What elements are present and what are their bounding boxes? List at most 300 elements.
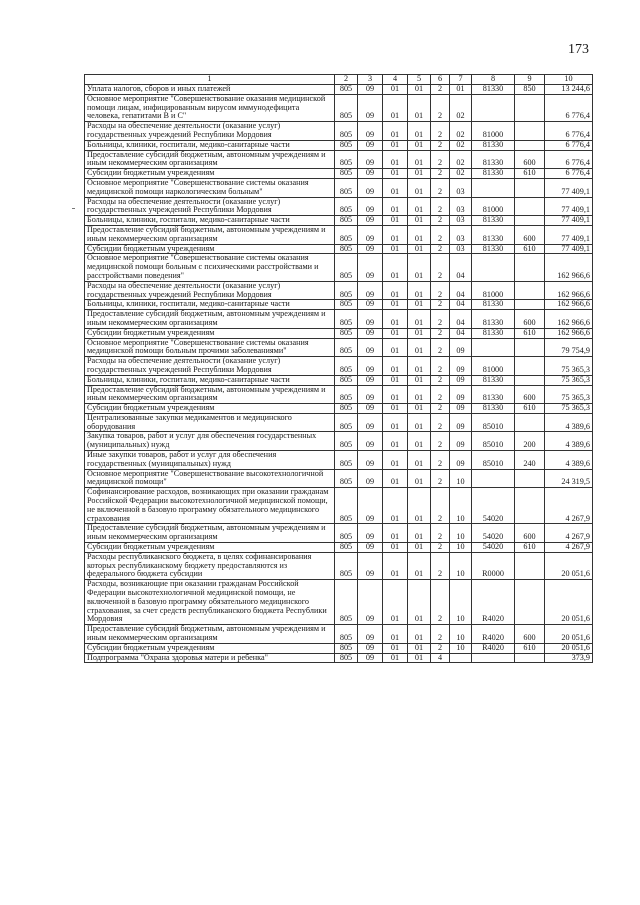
col7-code: 01 [450,85,472,95]
col5-code: 01 [408,451,431,470]
row-name: Уплата налогов, сборов и иных платежей [85,85,335,95]
table-row [85,122,593,141]
col6-code: 2 [431,451,450,470]
amount: 4 389,6 [545,432,593,451]
col3-code: 09 [358,469,383,488]
col2-code: 805 [335,375,358,385]
row-name: Расходы на обеспечение деятельности (оказание услуг) государственных учреждений Республики Мордовия [85,281,335,300]
col2-code: 805 [335,254,358,281]
col4-code: 01 [383,150,408,169]
row-name: Подпрограмма "Охрана здоровья матери и ребенка" [85,653,335,663]
col9-code [515,281,545,300]
col4-code: 01 [383,94,408,121]
col3-code: 09 [358,300,383,310]
col9-code: 600 [515,310,545,329]
col3-code: 09 [358,310,383,329]
col5-code: 01 [408,653,431,663]
col6-code: 2 [431,552,450,579]
col3-code: 09 [358,254,383,281]
col5-code: 01 [408,404,431,414]
col2-code: 805 [335,469,358,488]
col9-code [515,469,545,488]
col8-code: 81330 [472,244,515,254]
col4-code: 01 [383,451,408,470]
col6-code: 2 [431,643,450,653]
col6-code: 2 [431,150,450,169]
table-row [85,300,593,310]
col2-code: 805 [335,281,358,300]
col9-code [515,178,545,197]
col5-code: 01 [408,169,431,179]
col7-code: 09 [450,385,472,404]
col4-code: 01 [383,404,408,414]
amount: 4 389,6 [545,451,593,470]
row-name: Предоставление субсидий бюджетным, автономным учреждениям и иным некоммерческим организациям [85,150,335,169]
col9-code [515,300,545,310]
table-row [85,375,593,385]
col3-code: 09 [358,150,383,169]
col8-code [472,94,515,121]
col9-code [515,413,545,432]
col5-code: 01 [408,385,431,404]
col7-code: 09 [450,413,472,432]
col5-code: 01 [408,216,431,226]
col6-code: 2 [431,216,450,226]
col8-code: R4020 [472,580,515,625]
amount: 77 409,1 [545,216,593,226]
col6-code: 2 [431,281,450,300]
amount: 162 966,6 [545,281,593,300]
amount: 162 966,6 [545,254,593,281]
col5-code: 01 [408,469,431,488]
col7-code: 02 [450,94,472,121]
table-row [85,150,593,169]
col7-code: 02 [450,169,472,179]
col2-code: 805 [335,643,358,653]
col7-code: 09 [450,357,472,376]
col2-code: 805 [335,216,358,226]
amount: 4 267,9 [545,488,593,524]
col9-code: 610 [515,643,545,653]
col6-code: 2 [431,244,450,254]
col3-code: 09 [358,140,383,150]
col8-code: 81330 [472,385,515,404]
col9-code [515,580,545,625]
col7-code: 10 [450,625,472,644]
row-name: Субсидии бюджетным учреждениям [85,169,335,179]
col4-code: 01 [383,140,408,150]
amount: 20 051,6 [545,643,593,653]
row-name: Расходы республиканского бюджета, в целях софинансирования которых республиканскому бюджету предоставляются из федерального бюджета субсидии [85,552,335,579]
table-row [85,385,593,404]
row-name: Основное мероприятие "Совершенствование системы оказания медицинской помощи наркологическим больным" [85,178,335,197]
table-row [85,254,593,281]
col2-code: 805 [335,244,358,254]
col8-code: 81330 [472,375,515,385]
row-name: Субсидии бюджетным учреждениям [85,328,335,338]
col6-code: 2 [431,580,450,625]
col8-code: 81330 [472,300,515,310]
col3-code: 09 [358,281,383,300]
row-name: Основное мероприятие "Совершенствование системы оказания медицинской помощи больным прочими заболеваниями" [85,338,335,357]
row-name: Предоставление субсидий бюджетным, автономным учреждениям и иным некоммерческим организациям [85,625,335,644]
col3-code: 09 [358,451,383,470]
col9-code [515,254,545,281]
col5-code: 01 [408,94,431,121]
col8-code [472,469,515,488]
col3-code: 09 [358,643,383,653]
col9-code [515,375,545,385]
col2-code: 805 [335,197,358,216]
amount: 77 409,1 [545,244,593,254]
col3-code: 09 [358,580,383,625]
row-name: Основное мероприятие "Совершенствование высокотехнологичной медицинской помощи" [85,469,335,488]
row-name: Расходы на обеспечение деятельности (оказание услуг) государственных учреждений Республики Мордовия [85,197,335,216]
col4-code: 01 [383,216,408,226]
col5-code: 01 [408,178,431,197]
col8-code [472,338,515,357]
col5-code: 01 [408,244,431,254]
table-row [85,524,593,543]
table-row [85,225,593,244]
col8-code: 81330 [472,225,515,244]
col3-code: 09 [358,432,383,451]
col6-code: 2 [431,94,450,121]
col4-code: 01 [383,488,408,524]
col3-code: 09 [358,357,383,376]
col2-code: 805 [335,653,358,663]
col4-code: 01 [383,580,408,625]
header-cell: 6 [431,75,450,85]
col6-code: 2 [431,338,450,357]
col6-code: 2 [431,488,450,524]
col2-code: 805 [335,300,358,310]
col6-code: 2 [431,385,450,404]
col4-code: 01 [383,169,408,179]
row-name: Субсидии бюджетным учреждениям [85,244,335,254]
col6-code: 2 [431,543,450,553]
col6-code: 2 [431,375,450,385]
col5-code: 01 [408,140,431,150]
col9-code: 600 [515,225,545,244]
header-cell: 10 [545,75,593,85]
table-row [85,357,593,376]
table-row [85,432,593,451]
col5-code: 01 [408,122,431,141]
col4-code: 01 [383,357,408,376]
amount: 20 051,6 [545,625,593,644]
col3-code: 09 [358,338,383,357]
table-row [85,140,593,150]
header-cell: 9 [515,75,545,85]
amount: 162 966,6 [545,310,593,329]
col6-code: 2 [431,122,450,141]
amount: 75 365,3 [545,385,593,404]
col5-code: 01 [408,328,431,338]
col5-code: 01 [408,310,431,329]
col7-code: 04 [450,300,472,310]
col7-code: 10 [450,524,472,543]
col6-code: 2 [431,357,450,376]
col6-code: 2 [431,469,450,488]
col2-code: 805 [335,524,358,543]
col2-code: 805 [335,178,358,197]
col3-code: 09 [358,122,383,141]
amount: 4 267,9 [545,524,593,543]
row-name: Предоставление субсидий бюджетным, автономным учреждениям и иным некоммерческим организациям [85,524,335,543]
col8-code [472,653,515,663]
col8-code: 81000 [472,122,515,141]
col2-code: 805 [335,413,358,432]
col9-code [515,197,545,216]
col8-code: 81330 [472,169,515,179]
col6-code: 2 [431,225,450,244]
col2-code: 805 [335,122,358,141]
header-cell: 7 [450,75,472,85]
row-name: Расходы, возникающие при оказании гражданам Российской Федерации высокотехнологичной медицинской помощи, не включенной в базовую программу обязательного медицинского страхования, за счет средств республиканского бюджета Республики Мордовия [85,580,335,625]
col8-code: 85010 [472,451,515,470]
table-row [85,169,593,179]
table-row [85,216,593,226]
col9-code: 600 [515,150,545,169]
row-name: Закупка товаров, работ и услуг для обеспечения государственных (муниципальных) нужд [85,432,335,451]
amount: 20 051,6 [545,552,593,579]
col5-code: 01 [408,375,431,385]
col6-code: 2 [431,328,450,338]
amount: 75 365,3 [545,404,593,414]
col7-code: 04 [450,310,472,329]
col5-code: 01 [408,552,431,579]
col8-code: 54020 [472,543,515,553]
amount: 20 051,6 [545,580,593,625]
col8-code: 81330 [472,404,515,414]
col4-code: 01 [383,552,408,579]
col6-code: 2 [431,85,450,95]
col7-code: 02 [450,150,472,169]
table-header-row [85,75,593,85]
header-cell: 8 [472,75,515,85]
col6-code: 2 [431,310,450,329]
row-name: Софинансирование расходов, возникающих при оказании гражданам Российской Федерации высокотехнологичной медицинской помощи, не включенной в базовую программу обязательного медицинского страхования [85,488,335,524]
col4-code: 01 [383,524,408,543]
col9-code [515,338,545,357]
col6-code: 4 [431,653,450,663]
col9-code [515,488,545,524]
col7-code: 03 [450,244,472,254]
col7-code: 10 [450,469,472,488]
col7-code: 09 [450,338,472,357]
col4-code: 01 [383,300,408,310]
col4-code: 01 [383,375,408,385]
col4-code: 01 [383,625,408,644]
col7-code: 10 [450,580,472,625]
col8-code: R4020 [472,625,515,644]
col7-code: 03 [450,197,472,216]
row-name: Предоставление субсидий бюджетным, автономным учреждениям и иным некоммерческим организациям [85,385,335,404]
col5-code: 01 [408,150,431,169]
col6-code: 2 [431,300,450,310]
col9-code [515,122,545,141]
col4-code: 01 [383,469,408,488]
col8-code: 85010 [472,413,515,432]
col8-code: 81330 [472,216,515,226]
col4-code: 01 [383,225,408,244]
header-cell: 3 [358,75,383,85]
col2-code: 805 [335,169,358,179]
col7-code [450,653,472,663]
col5-code: 01 [408,543,431,553]
amount: 77 409,1 [545,225,593,244]
col9-code [515,140,545,150]
col4-code: 01 [383,653,408,663]
table-row [85,469,593,488]
col6-code: 2 [431,169,450,179]
row-name: Иные закупки товаров, работ и услуг для обеспечения государственных (муниципальных) нужд [85,451,335,470]
col8-code: 85010 [472,432,515,451]
amount: 4 389,6 [545,413,593,432]
col9-code [515,653,545,663]
col6-code: 2 [431,197,450,216]
col9-code: 610 [515,404,545,414]
row-name: Расходы на обеспечение деятельности (оказание услуг) государственных учреждений Республики Мордовия [85,122,335,141]
row-name: Основное мероприятие "Совершенствование оказания медицинской помощи лицам, инфицированным вирусом иммунодефицита человека, гепатитами В и С" [85,94,335,121]
col3-code: 09 [358,552,383,579]
col8-code: 81000 [472,197,515,216]
row-name: Субсидии бюджетным учреждениям [85,543,335,553]
col3-code: 09 [358,225,383,244]
col2-code: 805 [335,543,358,553]
col6-code: 2 [431,178,450,197]
col6-code: 2 [431,524,450,543]
amount: 373,9 [545,653,593,663]
col4-code: 01 [383,244,408,254]
table-row [85,543,593,553]
col6-code: 2 [431,140,450,150]
row-name: Больницы, клиники, госпитали, медико-санитарные части [85,375,335,385]
row-name: Больницы, клиники, госпитали, медико-санитарные части [85,216,335,226]
table-row [85,310,593,329]
col7-code: 02 [450,140,472,150]
budget-table [84,74,593,663]
col6-code: 2 [431,254,450,281]
amount: 6 776,4 [545,169,593,179]
col9-code [515,552,545,579]
row-name: Больницы, клиники, госпитали, медико-санитарные части [85,300,335,310]
col9-code: 200 [515,432,545,451]
col3-code: 09 [358,244,383,254]
col9-code: 600 [515,625,545,644]
col2-code: 805 [335,357,358,376]
table-row [85,328,593,338]
table-row [85,338,593,357]
amount: 4 267,9 [545,543,593,553]
row-name: Расходы на обеспечение деятельности (оказание услуг) государственных учреждений Республики Мордовия [85,357,335,376]
col5-code: 01 [408,281,431,300]
col9-code: 610 [515,543,545,553]
table-row [85,178,593,197]
table-row [85,653,593,663]
col8-code: 81330 [472,328,515,338]
col4-code: 01 [383,310,408,329]
col5-code: 01 [408,85,431,95]
col8-code: 81330 [472,150,515,169]
col3-code: 09 [358,375,383,385]
col8-code: 81330 [472,140,515,150]
row-name: Субсидии бюджетным учреждениям [85,404,335,414]
header-cell: 4 [383,75,408,85]
amount: 79 754,9 [545,338,593,357]
col5-code: 01 [408,580,431,625]
col3-code: 09 [358,169,383,179]
header-cell: 5 [408,75,431,85]
col2-code: 805 [335,625,358,644]
col3-code: 09 [358,85,383,95]
col7-code: 02 [450,122,472,141]
col3-code: 09 [358,404,383,414]
col5-code: 01 [408,625,431,644]
col9-code: 610 [515,169,545,179]
col2-code: 805 [335,338,358,357]
col9-code: 850 [515,85,545,95]
col2-code: 805 [335,385,358,404]
col8-code: R0000 [472,552,515,579]
row-name: Субсидии бюджетным учреждениям [85,643,335,653]
col3-code: 09 [358,543,383,553]
table-row [85,643,593,653]
col2-code: 805 [335,150,358,169]
col6-code: 2 [431,413,450,432]
amount: 77 409,1 [545,178,593,197]
col8-code: R4020 [472,643,515,653]
col5-code: 01 [408,524,431,543]
row-name: Централизованные закупки медикаментов и медицинского оборудования [85,413,335,432]
col4-code: 01 [383,328,408,338]
amount: 162 966,6 [545,300,593,310]
amount: 6 776,4 [545,122,593,141]
col5-code: 01 [408,643,431,653]
amount: 6 776,4 [545,94,593,121]
col9-code: 240 [515,451,545,470]
col4-code: 01 [383,254,408,281]
col5-code: 01 [408,225,431,244]
col7-code: 09 [450,404,472,414]
col7-code: 04 [450,254,472,281]
col7-code: 09 [450,451,472,470]
col2-code: 805 [335,451,358,470]
table-row [85,94,593,121]
col2-code: 805 [335,140,358,150]
table-row [85,197,593,216]
col8-code [472,178,515,197]
col5-code: 01 [408,432,431,451]
col3-code: 09 [358,488,383,524]
col5-code: 01 [408,413,431,432]
col2-code: 805 [335,85,358,95]
col4-code: 01 [383,281,408,300]
col9-code: 610 [515,328,545,338]
col2-code: 805 [335,404,358,414]
col7-code: 10 [450,543,472,553]
col4-code: 01 [383,543,408,553]
col2-code: 805 [335,552,358,579]
col7-code: 04 [450,328,472,338]
table-row [85,281,593,300]
col7-code: 04 [450,281,472,300]
col3-code: 09 [358,216,383,226]
col8-code: 54020 [472,488,515,524]
row-name: Больницы, клиники, госпитали, медико-санитарные части [85,140,335,150]
col9-code [515,216,545,226]
